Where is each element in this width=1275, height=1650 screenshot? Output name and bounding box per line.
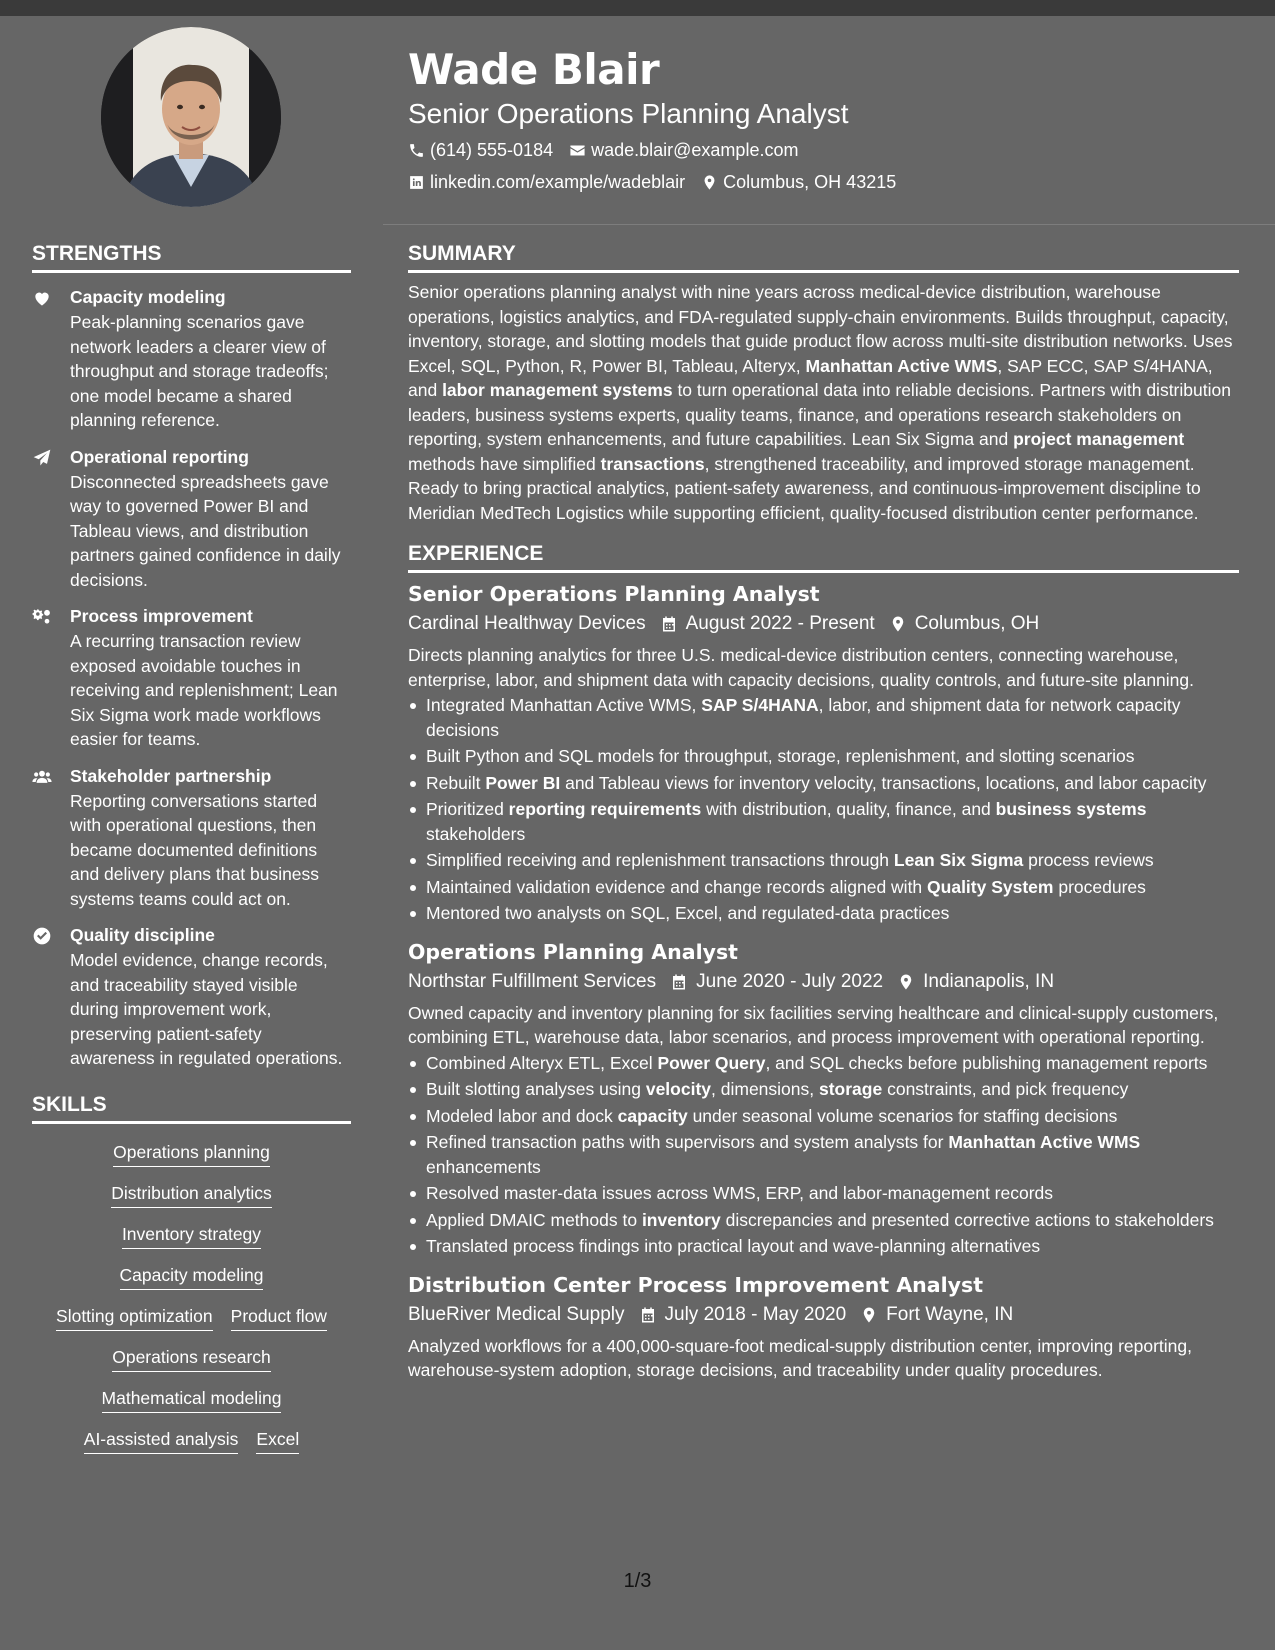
map-pin-icon [701,174,718,191]
skills-row [32,1216,351,1257]
portrait-illustration [101,27,281,207]
check-circle-icon [32,926,52,946]
text-run: procedures [1053,876,1146,897]
candidate-name: Wade Blair [408,45,660,94]
header-divider [383,224,1275,225]
location-text: Columbus, OH 43215 [723,172,897,192]
linkedin-icon [408,174,425,191]
text-run: Prioritized [426,799,509,819]
bullet-item [408,1234,1239,1259]
bold-text: capacity [617,1105,688,1126]
text-run: Integrated Manhattan Active WMS, [426,695,702,715]
skills-row [32,1257,351,1298]
bullet-item [408,901,1239,926]
strength-title: Quality discipline [70,925,215,945]
bold-text: Power BI [485,772,561,793]
phone-icon [408,142,425,159]
skills-row [32,1298,351,1339]
skills-row [32,1380,351,1421]
text-run: , and SQL checks before publishing management reports [765,1052,1208,1073]
contact-phone[interactable] [408,137,553,163]
job-description: Directs planning analytics for three U.S. medical-device distribution centers, connecting warehouse, enterprise, labor, and shipment data with capacity decisions, quality controls, and future-site planning. [408,645,1195,690]
job-entry [408,579,1239,926]
text-run: and Tableau views for inventory velocity, transactions, locations, and labor capacity [560,772,1207,793]
map-pin-icon [889,615,907,633]
text-run: , SAP ECC, SAP S/4HANA, and [408,355,1213,400]
bullet-item [408,744,1239,769]
strength-desc: Reporting conversations started with operational questions, then became documented definitions and delivery plans that business systems teams could act on. [70,790,320,909]
job-location: Columbus, OH [914,613,1040,634]
contact-line-2 [408,169,1238,195]
skill-tag: Slotting optimization [56,1304,213,1331]
job-company: Cardinal Healthway Devices [408,613,646,634]
skill-tag: Distribution analytics [111,1181,271,1208]
job-company: Northstar Fulfillment Services [408,970,657,992]
text-run: under seasonal volume scenarios for staffing decisions [687,1105,1118,1126]
contact-location [701,169,896,195]
summary-heading: SUMMARY [408,240,1239,273]
bullet-item [408,693,1239,742]
strengths-heading: STRENGTHS [32,240,351,273]
text-run: Applied DMAIC methods to [426,1209,642,1230]
bold-text: Power Query [657,1052,766,1073]
job-title: Distribution Center Process Improvement Analyst [408,1272,984,1297]
text-run: , dimensions, [711,1079,819,1099]
right-column [408,240,1239,1383]
text-run: Refined transaction paths with supervisors and system analysts for [426,1132,949,1152]
skills-heading: SKILLS [32,1091,351,1124]
skill-tag: AI-assisted analysis [84,1427,239,1454]
text-run: , strengthened traceability, and improved storage management. Ready to bring practical analytics, patient-safety awareness, and continuous-improvement discipline to Meridian MedTech Logistics while supporting efficient, quality-focused distribution center performance. [408,453,1201,523]
job-bullets [408,693,1239,926]
skill-tag: Operations research [112,1345,271,1372]
bullet-item [408,771,1239,796]
contact-line-1 [408,137,1238,163]
bold-text: business systems [995,799,1147,819]
job-bullets [408,1051,1239,1259]
text-run: process reviews [1023,850,1154,870]
text-run: stakeholders [426,823,526,844]
text-run: methods have simplified [408,453,601,474]
heart-icon [32,288,52,308]
job-title: Senior Operations Planning Analyst [408,582,820,606]
profile-photo [101,27,281,207]
page-number: 1/3 [623,1570,652,1592]
text-run: discrepancies and presented corrective actions to stakeholders [720,1209,1214,1230]
calendar-icon [660,615,678,633]
skills-row [32,1175,351,1216]
text-run: Resolved master-data issues across WMS, ERP, and labor-management records [426,1183,1054,1203]
bold-text: project management [1013,429,1185,449]
text-run: Mentored two analysts on SQL, Excel, and regulated-data practices [426,903,950,923]
job-entry [408,937,1239,1259]
job-dates: July 2018 - May 2020 [664,1303,847,1325]
experience-list [408,579,1239,1383]
text-run: Translated process findings into practical layout and wave-planning alternatives [426,1236,1041,1256]
skills-row [32,1339,351,1380]
envelope-icon [569,142,586,159]
bullet-item [408,1208,1239,1233]
bold-text: labor management systems [442,380,673,400]
skills-list [32,1134,351,1462]
calendar-icon [670,973,688,991]
text-run: , labor, and shipment data for network capacity decisions [426,695,1181,740]
bold-text: Lean Six Sigma [893,850,1024,870]
linkedin-text: linkedin.com/example/wadeblair [430,172,686,192]
skill-tag: Excel [256,1427,299,1454]
job-meta [408,609,1239,639]
email-text: wade.blair@example.com [591,140,799,160]
skill-tag: Operations planning [113,1140,270,1167]
strength-desc: Disconnected spreadsheets gave way to governed Power BI and Tableau views, and distribution partners gained confidence in daily decisions. [70,471,341,590]
job-dates: June 2020 - July 2022 [696,970,884,992]
job-title: Operations Planning Analyst [408,939,738,964]
strength-item [32,445,351,593]
bullet-item [408,797,1239,846]
bullet-item [408,1181,1239,1206]
text-run: with distribution, quality, finance, and [701,799,996,819]
text-run: Built slotting analyses using [426,1079,646,1099]
summary-text [408,280,1239,525]
bullet-item [408,1130,1239,1179]
text-run: Simplified receiving and replenishment transactions through [426,850,894,870]
job-description: Owned capacity and inventory planning for six facilities serving healthcare and clinical-supply customers, combining ETL, warehouse data, labor scenarios, and process improvement with operational reporting. [408,1002,1219,1047]
bold-text: reporting requirements [508,799,702,819]
skill-tag: Inventory strategy [122,1222,261,1249]
bold-text: velocity [645,1079,712,1099]
job-dates: August 2022 - Present [685,613,875,634]
experience-heading: EXPERIENCE [408,540,1239,573]
skill-tag: Product flow [231,1304,327,1331]
strength-title: Capacity modeling [70,287,226,307]
bold-text: Manhattan Active WMS [948,1132,1141,1152]
strength-desc: Peak-planning scenarios gave network leaders a clearer view of throughput and storage tradeoffs; one model became a shared planning reference. [70,312,329,430]
text-run: Built Python and SQL models for throughput, storage, replenishment, and slotting scenarios [426,746,1135,766]
map-pin-icon [860,1306,878,1324]
calendar-icon [639,1306,657,1324]
job-location: Indianapolis, IN [923,970,1055,992]
strength-item [32,604,351,752]
text-run: Modeled labor and dock [426,1105,618,1126]
contact-linkedin[interactable] [408,169,685,195]
text-run: enhancements [426,1156,541,1177]
job-meta [408,1300,1239,1330]
map-pin-icon [897,973,915,991]
phone-text: (614) 555-0184 [430,140,554,160]
strength-item [32,764,351,912]
strength-title: Stakeholder partnership [70,765,272,786]
bullet-item [408,1051,1239,1076]
job-location: Fort Wayne, IN [886,1303,1014,1325]
bold-text: Quality System [927,876,1054,897]
job-meta [408,967,1239,997]
candidate-title: Senior Operations Planning Analyst [408,98,849,129]
users-icon [32,767,52,787]
text-run: Maintained validation evidence and change records aligned with [426,876,928,897]
text-run: to turn operational data into reliable decisions. Partners with distribution leaders, business systems experts, quality teams, finance, and operations research stakeholders on reporting, system enhancements, and future capabilities. Lean Six Sigma and [408,380,1231,449]
text-run: Senior operations planning analyst with nine years across medical-device distribution, warehouse operations, logistics analytics, and FDA-regulated supply-chain environments. Builds throughput, capacity, inventory, storage, and slotting models that guide product flow across multi-site distribution networks. Uses Excel, SQL, Python, R, Power BI, Tableau, Alteryx, [408,282,1233,376]
bullet-item [408,1077,1239,1102]
paper-plane-icon [32,448,52,468]
job-description: Analyzed workflows for a 400,000-square-foot medical-supply distribution center, improving reporting, warehouse-system adoption, storage decisions, and traceability under quality procedures. [408,1335,1193,1380]
bold-text: Manhattan Active WMS [805,355,998,376]
strength-desc: A recurring transaction review exposed avoidable touches in receiving and replenishment; Lean Six Sigma work made workflows easier for teams. [70,631,338,749]
gears-icon [32,607,52,627]
skill-tag: Capacity modeling [120,1263,264,1290]
page-top-strip [0,0,1275,16]
contact-email[interactable] [569,137,798,163]
job-company: BlueRiver Medical Supply [408,1303,625,1325]
bold-text: inventory [641,1209,721,1230]
skills-row [32,1134,351,1175]
strength-title: Operational reporting [70,446,249,467]
strength-item [32,285,351,433]
bold-text: transactions [600,453,705,474]
bullet-item [408,1104,1239,1129]
skill-tag: Mathematical modeling [102,1386,282,1413]
skills-row [32,1421,351,1462]
bullet-item [408,848,1239,873]
bold-text: storage [819,1079,883,1099]
text-run: constraints, and pick frequency [882,1079,1129,1099]
left-column [32,240,351,1462]
resume-header [408,42,1238,195]
text-run: Rebuilt [426,772,486,793]
bullet-item [408,875,1239,900]
strength-item [32,923,351,1071]
text-run: Combined Alteryx ETL, Excel [426,1052,658,1073]
strength-desc: Model evidence, change records, and traceability stayed visible during improvement work, preserving patient-safety awareness in regulated operations. [70,950,343,1068]
job-entry [408,1270,1239,1383]
strength-title: Process improvement [70,606,253,626]
bold-text: SAP S/4HANA [701,695,819,715]
